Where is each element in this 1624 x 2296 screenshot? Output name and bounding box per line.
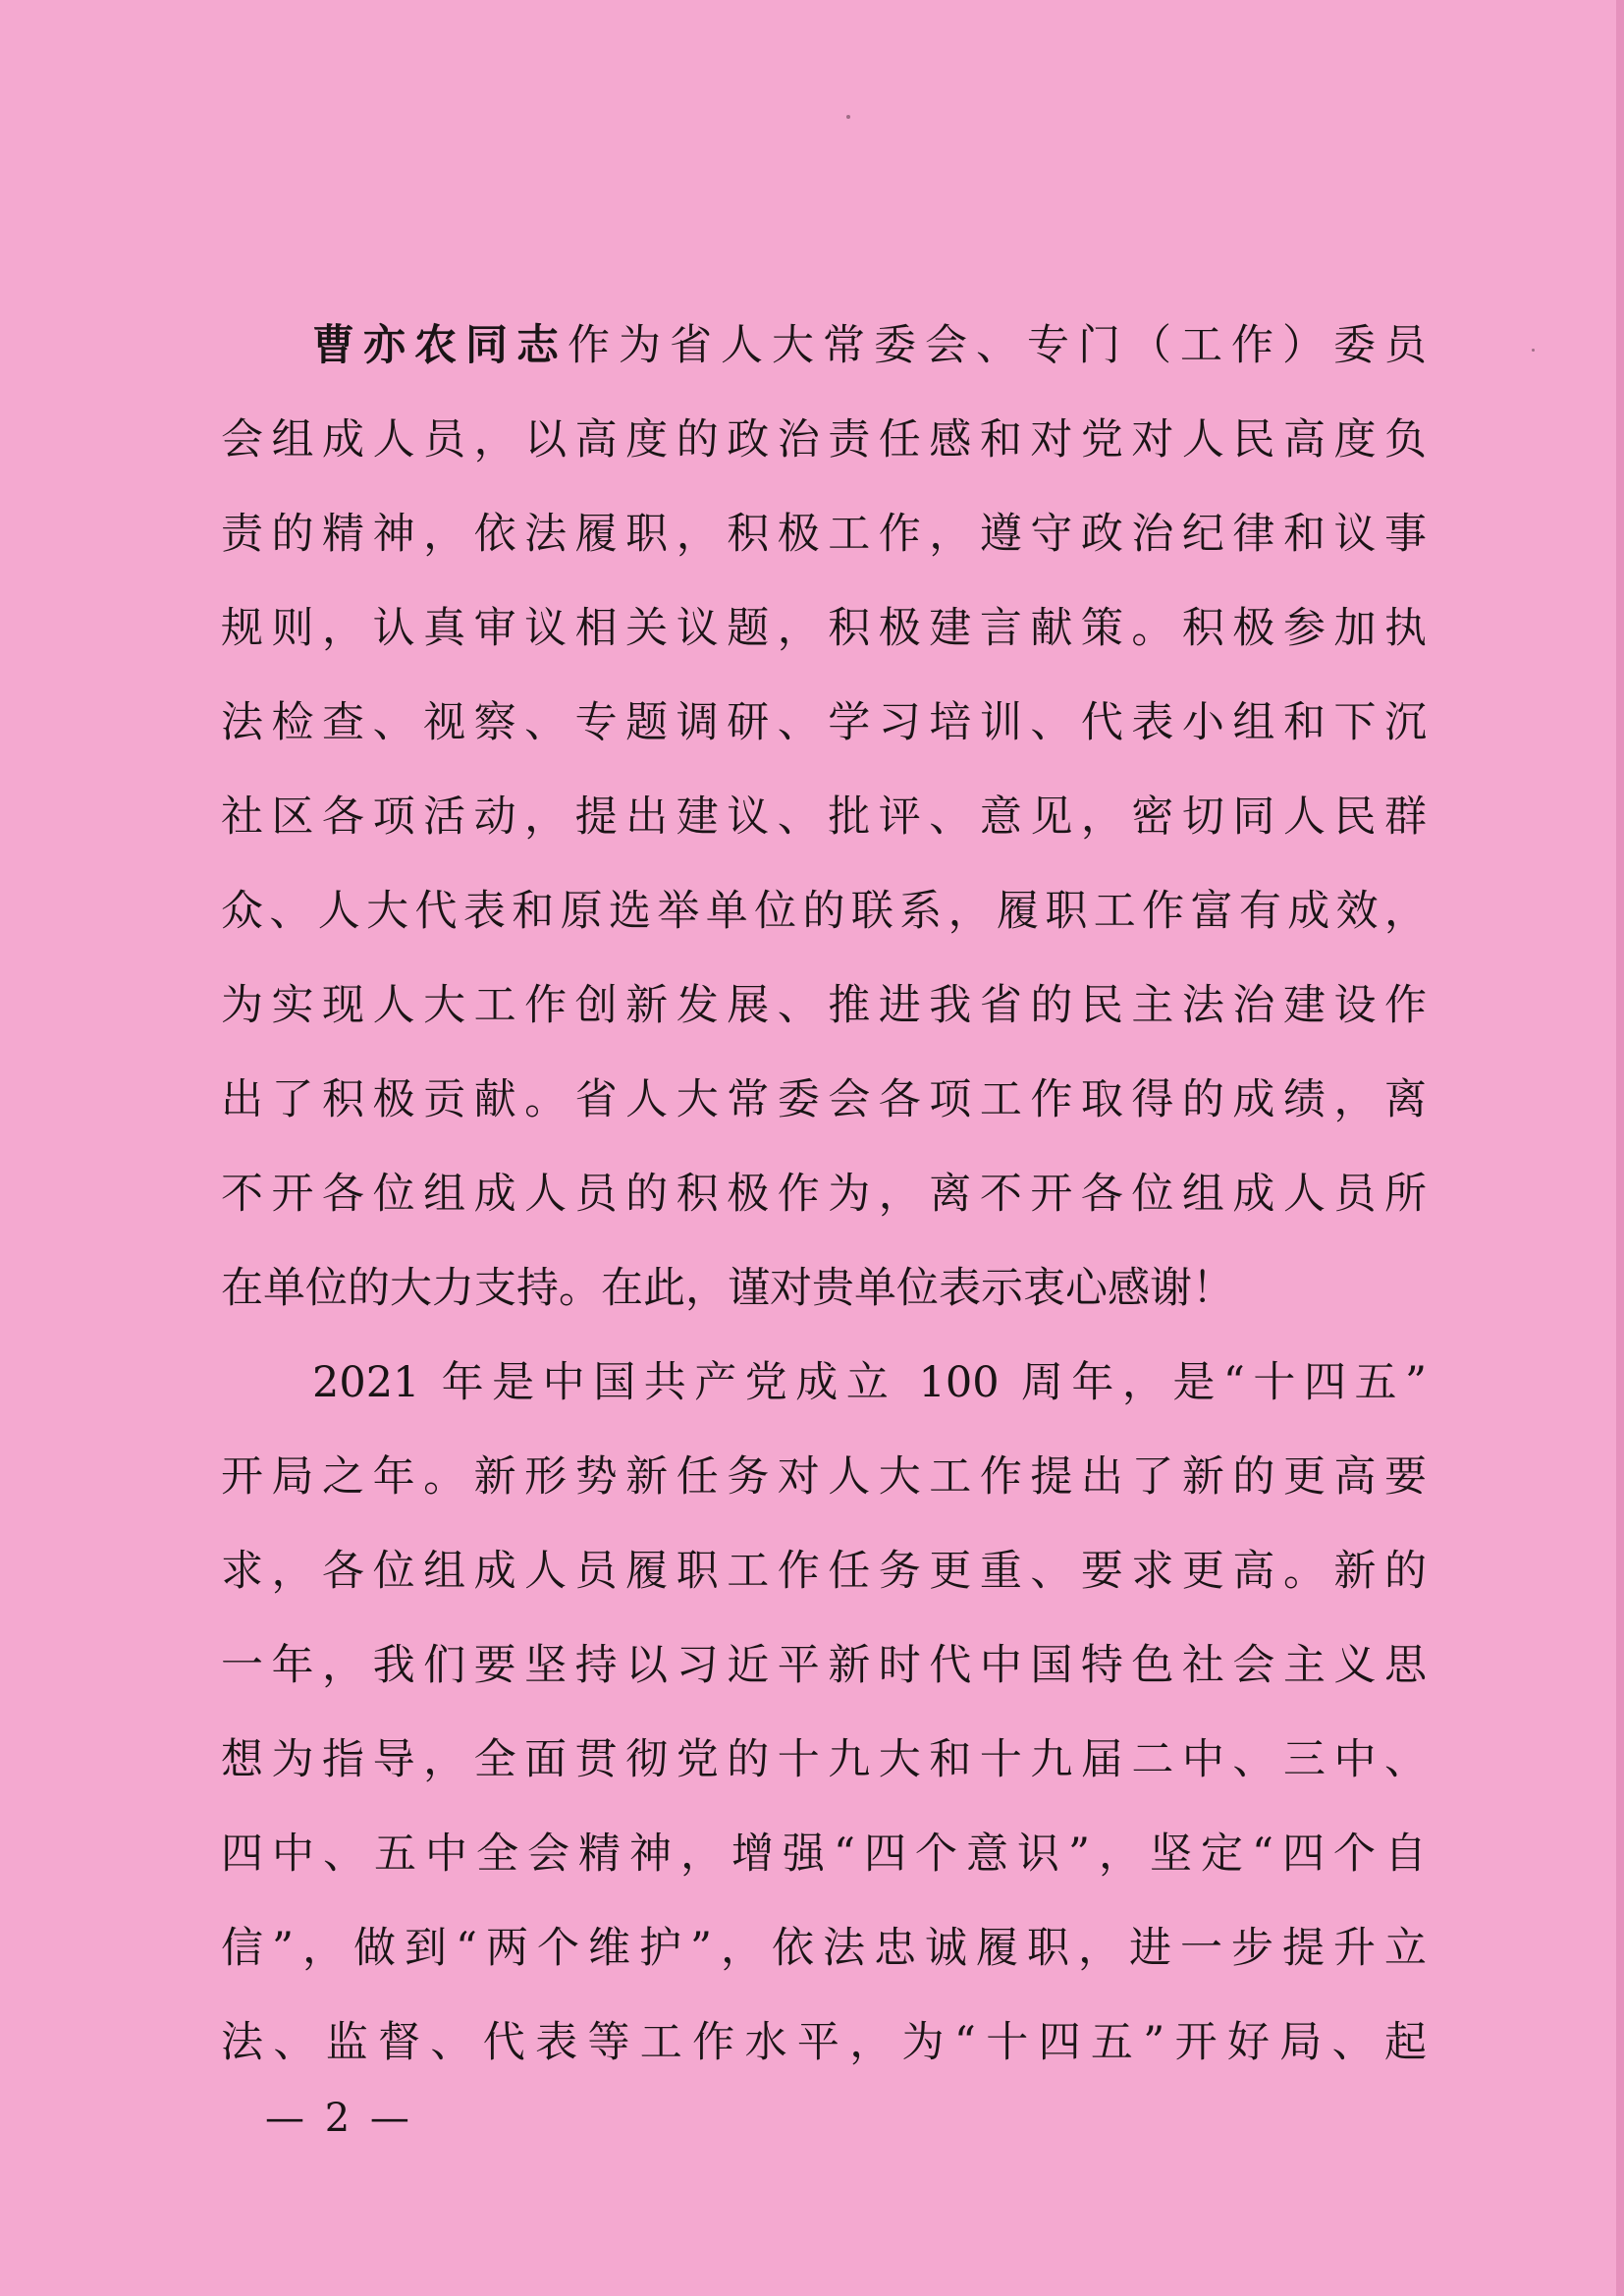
paragraph-2-line-1: 2021 年是中国共产党成立 100 周年，是“十四五” xyxy=(312,1358,1427,1407)
paragraph-2-line-5: 想为指导，全面贯彻党的十九大和十九届二中、三中、 xyxy=(221,1735,1427,1784)
paragraph-1-line-2: 会组成人员，以高度的政治责任感和对党对人民高度负 xyxy=(221,415,1427,465)
paragraph-1-line-5: 法检查、视察、专题调研、学习培训、代表小组和下沉 xyxy=(221,698,1427,747)
scan-speck xyxy=(846,115,850,119)
paragraph-1-line-9: 出了积极贡献。省人大常委会各项工作取得的成绩，离 xyxy=(221,1075,1427,1124)
paragraph-1-line-10: 不开各位组成人员的积极作为，离不开各位组成人员所 xyxy=(221,1170,1427,1219)
paragraph-1-line-1 xyxy=(312,316,1427,375)
honoree-name: 曹亦农同志 xyxy=(312,321,568,370)
paragraph-1-line-11: 在单位的大力支持。在此，谨对贵单位表示衷心感谢！ xyxy=(221,1264,1234,1313)
page-number: — 2 — xyxy=(265,2096,413,2141)
paragraph-1-line-6: 社区各项活动，提出建议、批评、意见，密切同人民群 xyxy=(221,793,1427,842)
paragraph-1-line-4: 规则，认真审议相关议题，积极建言献策。积极参加执 xyxy=(221,604,1427,653)
paragraph-2-line-7: 信”，做到“两个维护”，依法忠诚履职，进一步提升立 xyxy=(221,1924,1427,1973)
paragraph-1-line-7: 众、人大代表和原选举单位的联系，履职工作富有成效， xyxy=(221,887,1427,936)
paragraph-2-line-2: 开局之年。新形势新任务对人大工作提出了新的更高要 xyxy=(221,1452,1427,1502)
paragraph-1-line-1-text: 作为省人大常委会、专门（工作）委员 xyxy=(568,321,1427,370)
scan-speck xyxy=(1532,349,1535,352)
paragraph-2-line-3: 求，各位组成人员履职工作任务更重、要求更高。新的 xyxy=(221,1547,1427,1596)
paragraph-1-line-8: 为实现人大工作创新发展、推进我省的民主法治建设作 xyxy=(221,981,1427,1030)
paragraph-2-line-6: 四中、五中全会精神，增强“四个意识”，坚定“四个自 xyxy=(221,1830,1427,1879)
paragraph-2-line-8: 法、监督、代表等工作水平，为“十四五”开好局、起 xyxy=(221,2018,1427,2067)
paragraph-2-line-4: 一年，我们要坚持以习近平新时代中国特色社会主义思 xyxy=(221,1641,1427,1690)
page-edge xyxy=(1616,0,1624,2296)
paragraph-1-line-3: 责的精神，依法履职，积极工作，遵守政治纪律和议事 xyxy=(221,510,1427,559)
